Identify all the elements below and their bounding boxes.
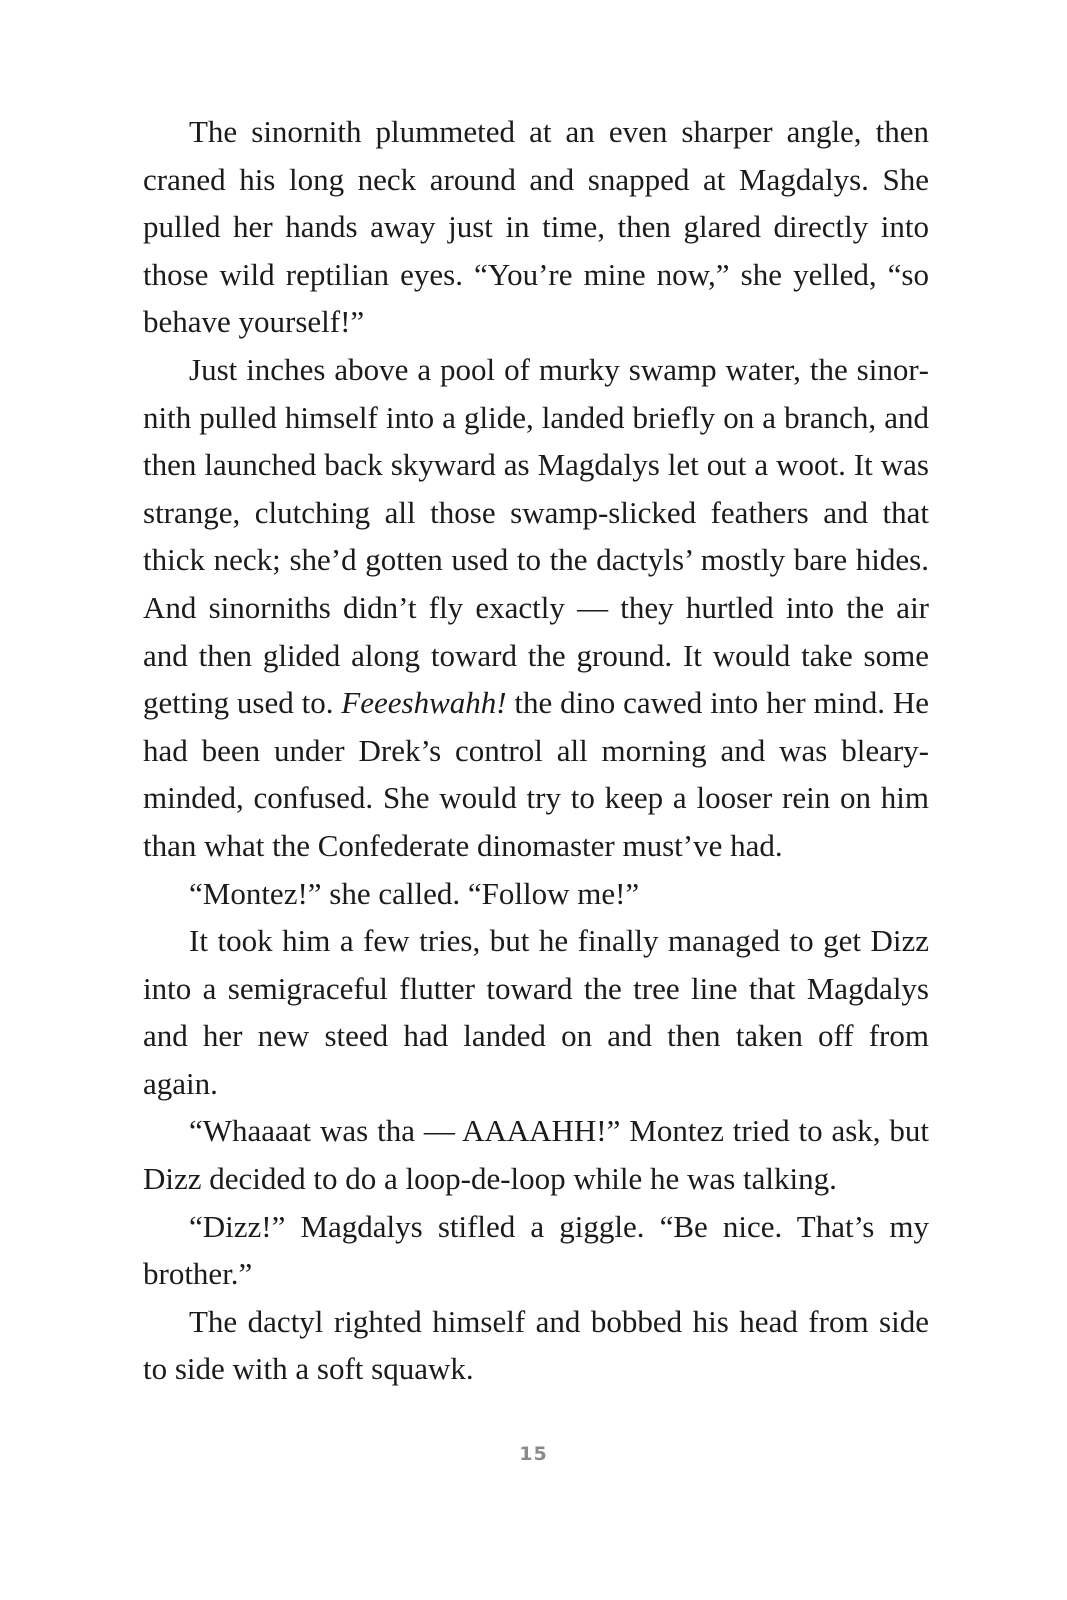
- paragraph-1: The sinornith plummeted at an even sharper angle, then craned his long neck around and snapped at Magdalys. She pulled her hands away just in time, then glared directly into those wild reptilian eyes. “You’re mine now,” she yelled, “so behave yourself!”: [143, 114, 929, 340]
- paragraph-2-italic: Feeeshwahh!: [341, 685, 507, 721]
- paragraph-4: It took him a few tries, but he finally managed to get Dizz into a semigraceful flutter toward the tree line that Magdalys and her new steed had landed on and then taken off from again.: [143, 923, 929, 1101]
- body-text: [143, 108, 929, 1393]
- paragraph-3: “Montez!” she called. “Follow me!”: [189, 875, 640, 911]
- paragraph-5: “Whaaaat was tha — AAAAHH!” Montez tried to ask, but Dizz decided to do a loop-de-loop while he was talking.: [143, 1113, 929, 1197]
- page-number: 15: [519, 1443, 548, 1465]
- paragraph-6: “Dizz!” Magdalys stifled a giggle. “Be nice. That’s my brother.”: [143, 1208, 929, 1292]
- paragraph-2-text: Just inches above a pool of murky swamp water, the sinornith pulled himself into a glide, landed briefly on a branch, and then launched back skyward as Magdalys let out a woot. It was strange, clutching all those swamp-slicked feathers and that thick neck; she’d gotten used to the dactyls’ mostly bare hides. And sinorniths didn’t fly exactly — they hurtled into the air and then glided along toward the ground. It would take some getting used to.: [143, 351, 929, 721]
- paragraph-7: The dactyl righted himself and bobbed his head from side to side with a soft squawk.: [143, 1303, 929, 1387]
- paragraph-2-tail: the dino cawed into her mind. He had been under Drek’s control all morning and was bleary-minded, confused. She would try to keep a looser rein on him than what the Confederate dinomaster must’ve had.: [143, 685, 929, 863]
- paragraph-2: [143, 346, 929, 870]
